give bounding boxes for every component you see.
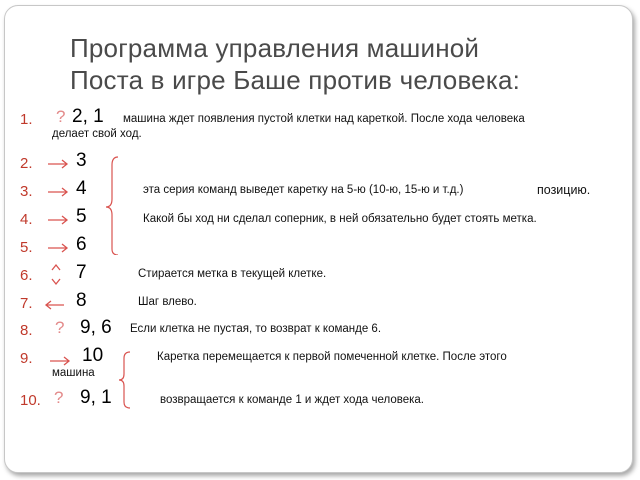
command-description: Стирается метка в текущей клетке. bbox=[138, 268, 327, 280]
command-description: Если клетка не пустая, то возврат к команде 6. bbox=[130, 323, 382, 335]
arrow-right-icon bbox=[47, 159, 69, 169]
item-number: 8. bbox=[20, 322, 33, 339]
command-code: 7 bbox=[76, 262, 87, 283]
list-item bbox=[0, 345, 640, 373]
command-description-cont: машина bbox=[52, 367, 95, 379]
command-code: 4 bbox=[76, 178, 87, 199]
item-number: 2. bbox=[20, 155, 33, 172]
command-description: Каретка перемещается к первой помеченной клетке. После этого bbox=[157, 351, 507, 363]
group-bracket bbox=[104, 155, 134, 255]
arrow-right-icon bbox=[47, 215, 69, 225]
question-mark-icon: ? bbox=[55, 318, 65, 337]
slide-title bbox=[70, 32, 520, 96]
question-mark-icon: ? bbox=[54, 388, 64, 407]
list-item bbox=[0, 206, 640, 234]
item-number: 9. bbox=[20, 350, 33, 367]
arrow-right-icon bbox=[49, 356, 71, 366]
item-number: 5. bbox=[20, 239, 33, 256]
question-mark-icon: ? bbox=[56, 107, 66, 126]
list-item bbox=[0, 262, 640, 290]
list-item bbox=[0, 387, 640, 415]
command-code: 9, 6 bbox=[80, 317, 112, 338]
command-code: 5 bbox=[76, 206, 87, 227]
item-number: 6. bbox=[20, 267, 33, 284]
command-description: Какой бы ход ни сделал соперник, в ней обязательно будет стоять метка. bbox=[143, 213, 537, 225]
list-item bbox=[0, 178, 640, 206]
command-description: машина ждет появления пустой клетки над кареткой. После хода человека bbox=[123, 113, 525, 125]
item-number: 3. bbox=[20, 183, 33, 200]
command-code: 2, 1 bbox=[72, 106, 104, 127]
command-description-tail: позицию. bbox=[537, 183, 591, 197]
command-code: 3 bbox=[76, 150, 87, 171]
list-item bbox=[0, 234, 640, 262]
list-item bbox=[0, 150, 640, 178]
arrow-right-icon bbox=[47, 243, 69, 253]
command-code: 10 bbox=[82, 345, 104, 366]
list-item bbox=[0, 317, 640, 345]
command-description: эта серия команд выведет каретку на 5-ю (10-ю, 15-ю и т.д.) bbox=[143, 184, 464, 196]
command-code: 6 bbox=[76, 234, 87, 255]
item-number: 10. bbox=[20, 392, 41, 409]
group-bracket bbox=[118, 350, 138, 410]
item-number: 4. bbox=[20, 211, 33, 228]
list-item bbox=[0, 290, 640, 318]
command-description-cont: делает свой ход. bbox=[52, 128, 142, 140]
command-code: 8 bbox=[76, 290, 87, 311]
item-number: 7. bbox=[20, 295, 33, 312]
command-code: 9, 1 bbox=[80, 387, 112, 408]
arrow-right-icon bbox=[47, 187, 69, 197]
title-line-2: Поста в игре Баше против человека: bbox=[70, 65, 521, 95]
item-number: 1. bbox=[20, 111, 33, 128]
command-description: Шаг влево. bbox=[138, 296, 197, 308]
title-line-1: Программа управления машиной bbox=[70, 33, 480, 63]
command-description: возвращается к команде 1 и ждет хода человека. bbox=[160, 394, 424, 406]
arrow-left-icon bbox=[44, 300, 66, 310]
up-down-arrow-icon bbox=[50, 264, 62, 286]
